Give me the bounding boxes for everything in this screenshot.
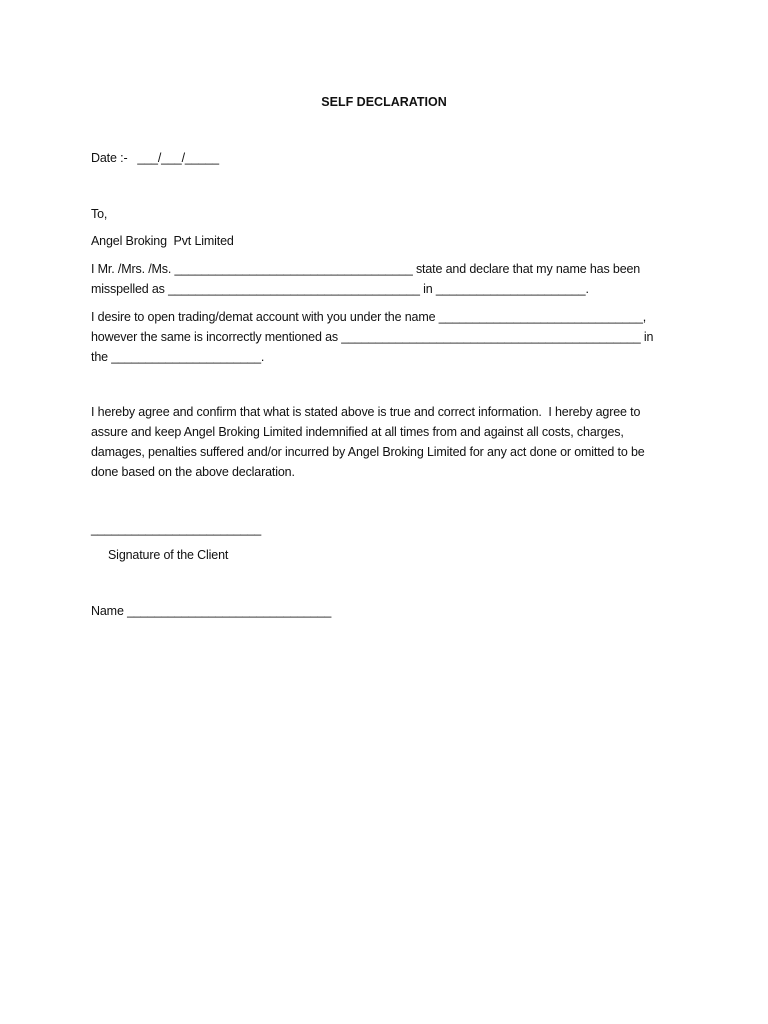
addressee: Angel Broking Pvt Limited <box>91 234 234 248</box>
date-line: Date :- ___/___/_____ <box>91 151 219 165</box>
signature-blank-line: _________________________ <box>91 522 262 536</box>
declaration-line-1: I Mr. /Mrs. /Ms. ___________________________________ state and declare that my name has been <box>91 262 641 276</box>
name-line: Name ______________________________ <box>91 604 332 618</box>
declaration-line-2: misspelled as _____________________________________ in ______________________. <box>91 282 589 296</box>
account-line-1: I desire to open trading/demat account with you under the name ______________________________, <box>91 310 647 324</box>
document-title: SELF DECLARATION <box>321 95 447 109</box>
agreement-line-4: done based on the above declaration. <box>91 465 295 479</box>
salutation: To, <box>91 207 108 221</box>
account-line-3: the ______________________. <box>91 350 265 364</box>
agreement-line-3: damages, penalties suffered and/or incurred by Angel Broking Limited for any act done or omitted to be <box>91 445 645 459</box>
account-line-2: however the same is incorrectly mentioned as ____________________________________________ in <box>91 330 654 344</box>
agreement-line-2: assure and keep Angel Broking Limited indemnified at all times from and against all costs, charges, <box>91 425 624 439</box>
signature-label: Signature of the Client <box>108 548 229 562</box>
agreement-line-1: I hereby agree and confirm that what is stated above is true and correct information. I hereby agree to <box>91 405 641 419</box>
